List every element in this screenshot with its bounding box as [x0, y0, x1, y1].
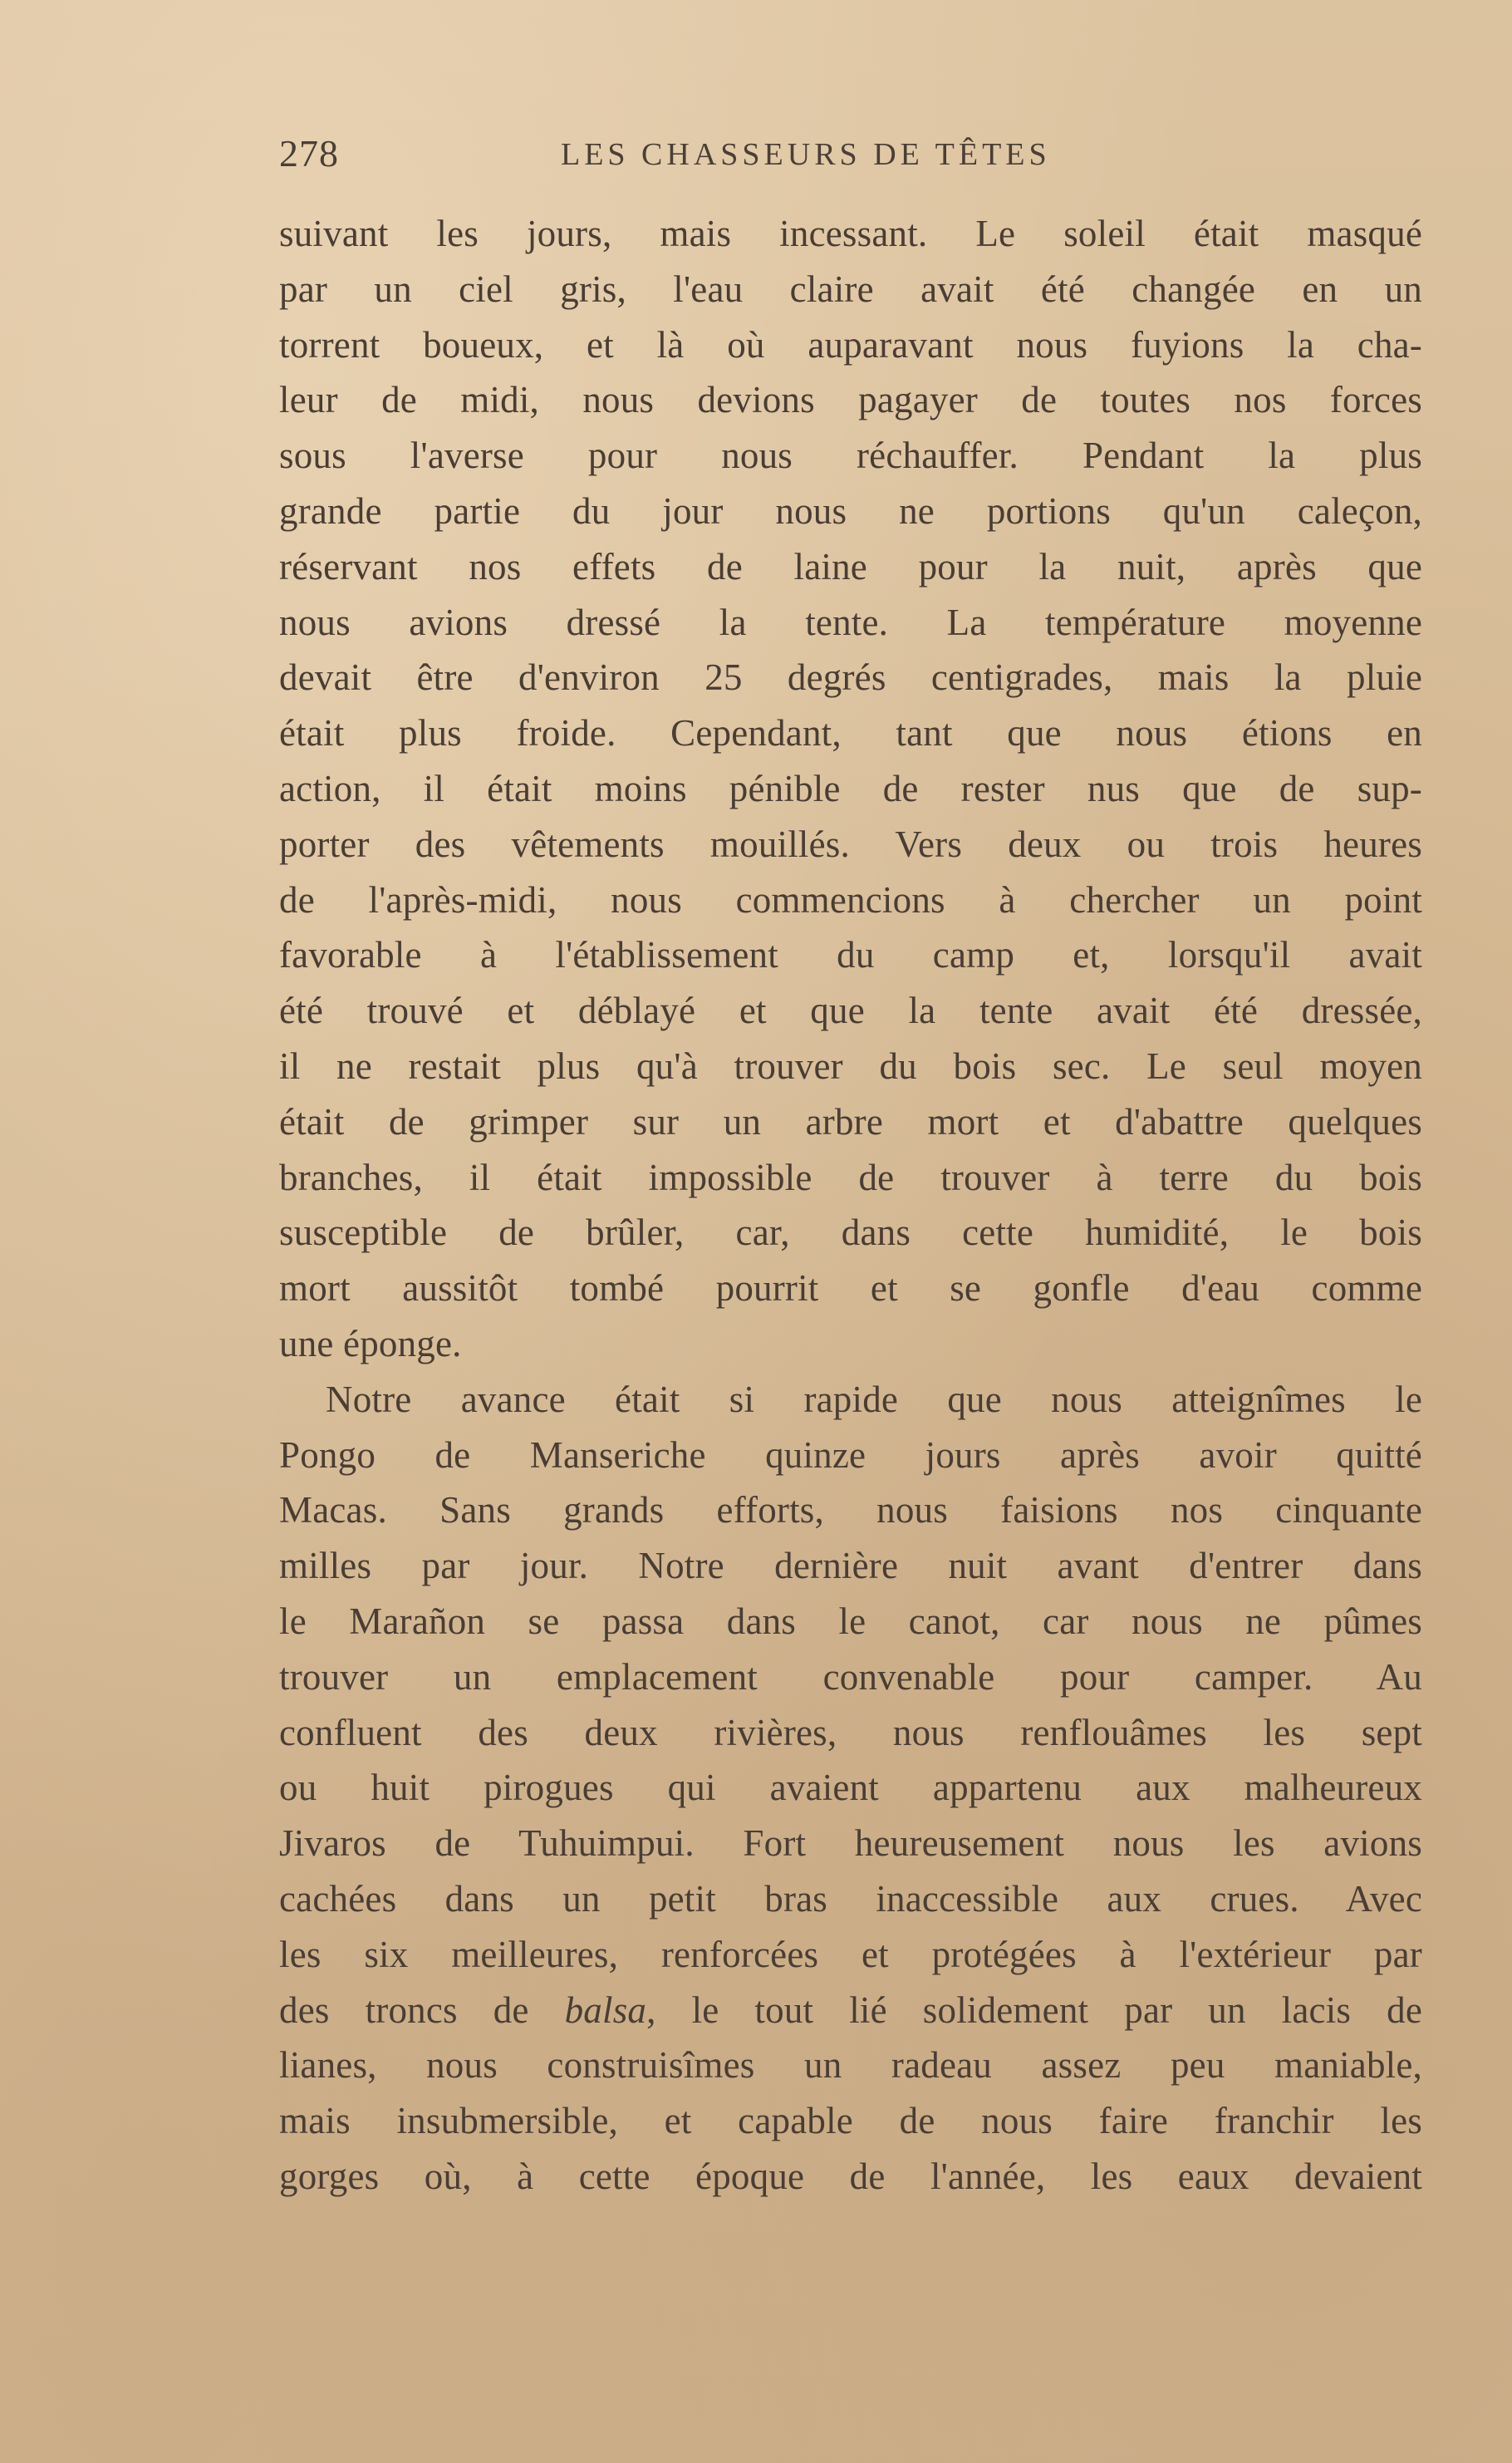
text-line: ou huit pirogues qui avaient appartenu aux malheureux [279, 1767, 1422, 1809]
text-line: mort aussitôt tombé pourrit et se gonfle d'eau comme [279, 1267, 1422, 1310]
text-line: était de grimper sur un arbre mort et d'abattre quelques [279, 1100, 1422, 1143]
text-line: réservant nos effets de laine pour la nuit, après que [279, 545, 1422, 587]
text-line-with-italic [279, 1983, 1422, 2038]
text-line: devait être d'environ 25 degrés centigrades, mais la pluie [279, 656, 1422, 699]
text-line: susceptible de brûler, car, dans cette humidité, le bois [279, 1212, 1422, 1254]
running-title: LES CHASSEURS DE TÊTES [561, 137, 1051, 172]
text-line: suivant les jours, mais incessant. Le soleil était masqué [279, 213, 1422, 254]
text-line: Pongo de Manseriche quinze jours après avoir quitté [279, 1433, 1422, 1476]
text-line: sous l'averse pour nous réchauffer. Pendant la plus [279, 435, 1422, 477]
italic-word: balsa [564, 1989, 647, 2031]
text-line: mais insubmersible, et capable de nous faire franchir les [279, 2100, 1422, 2142]
text-line: il ne restait plus qu'à trouver du bois sec. Le seul moyen [279, 1045, 1422, 1087]
text-line: favorable à l'établissement du camp et, lorsqu'il avait [279, 934, 1422, 976]
body-text [279, 206, 1422, 2205]
text-line: par un ciel gris, l'eau claire avait été changée en un [279, 268, 1422, 310]
text-line: branches, il était impossible de trouver à terre du bois [279, 1156, 1422, 1198]
text-line: Macas. Sans grands efforts, nous faisions nos cinquante [279, 1489, 1422, 1531]
text-line: gorges où, à cette époque de l'année, les eaux devaient [279, 2155, 1422, 2197]
text-line: porter des vêtements mouillés. Vers deux ou trois heures [279, 823, 1422, 865]
text-line: été trouvé et déblayé et que la tente avait été dressée, [279, 990, 1422, 1032]
text-line: torrent boueux, et là où auparavant nous fuyions la cha- [279, 323, 1422, 366]
text-line: trouver un emplacement convenable pour camper. Au [279, 1655, 1422, 1698]
text-line: nous avions dressé la tente. La température moyenne [279, 601, 1422, 643]
text-line: une éponge. [279, 1322, 462, 1364]
text-line: le Marañon se passa dans le canot, car nous ne pûmes [279, 1600, 1422, 1642]
text-line: cachées dans un petit bras inaccessible aux crues. Avec [279, 1877, 1422, 1920]
text-line: de l'après-midi, nous commencions à chercher un point [279, 878, 1422, 921]
text-fragment: , le tout lié solidement par un lacis de [646, 1989, 1423, 2031]
text-line: leur de midi, nous devions pagayer de toutes nos forces [279, 379, 1422, 421]
text-line: milles par jour. Notre dernière nuit avant d'entrer dans [279, 1545, 1422, 1587]
text-line: Notre avance était si rapide que nous atteignîmes le [326, 1378, 1422, 1420]
text-line: action, il était moins pénible de rester nus que de sup- [279, 767, 1422, 809]
page-header [279, 131, 1422, 178]
text-line: confluent des deux rivières, nous renflouâmes les sept [279, 1711, 1422, 1753]
text-line: lianes, nous construisîmes un radeau assez peu maniable, [279, 2044, 1422, 2087]
text-line: était plus froide. Cependant, tant que nous étions en [279, 712, 1422, 755]
text-fragment: des troncs de [279, 1989, 565, 2031]
page-number: 278 [279, 132, 339, 175]
text-line: grande partie du jour nous ne portions qu'un caleçon, [279, 489, 1422, 532]
text-line: les six meilleures, renforcées et protégées à l'extérieur par [279, 1933, 1422, 1975]
text-line: Jivaros de Tuhuimpui. Fort heureusement nous les avions [279, 1822, 1422, 1865]
